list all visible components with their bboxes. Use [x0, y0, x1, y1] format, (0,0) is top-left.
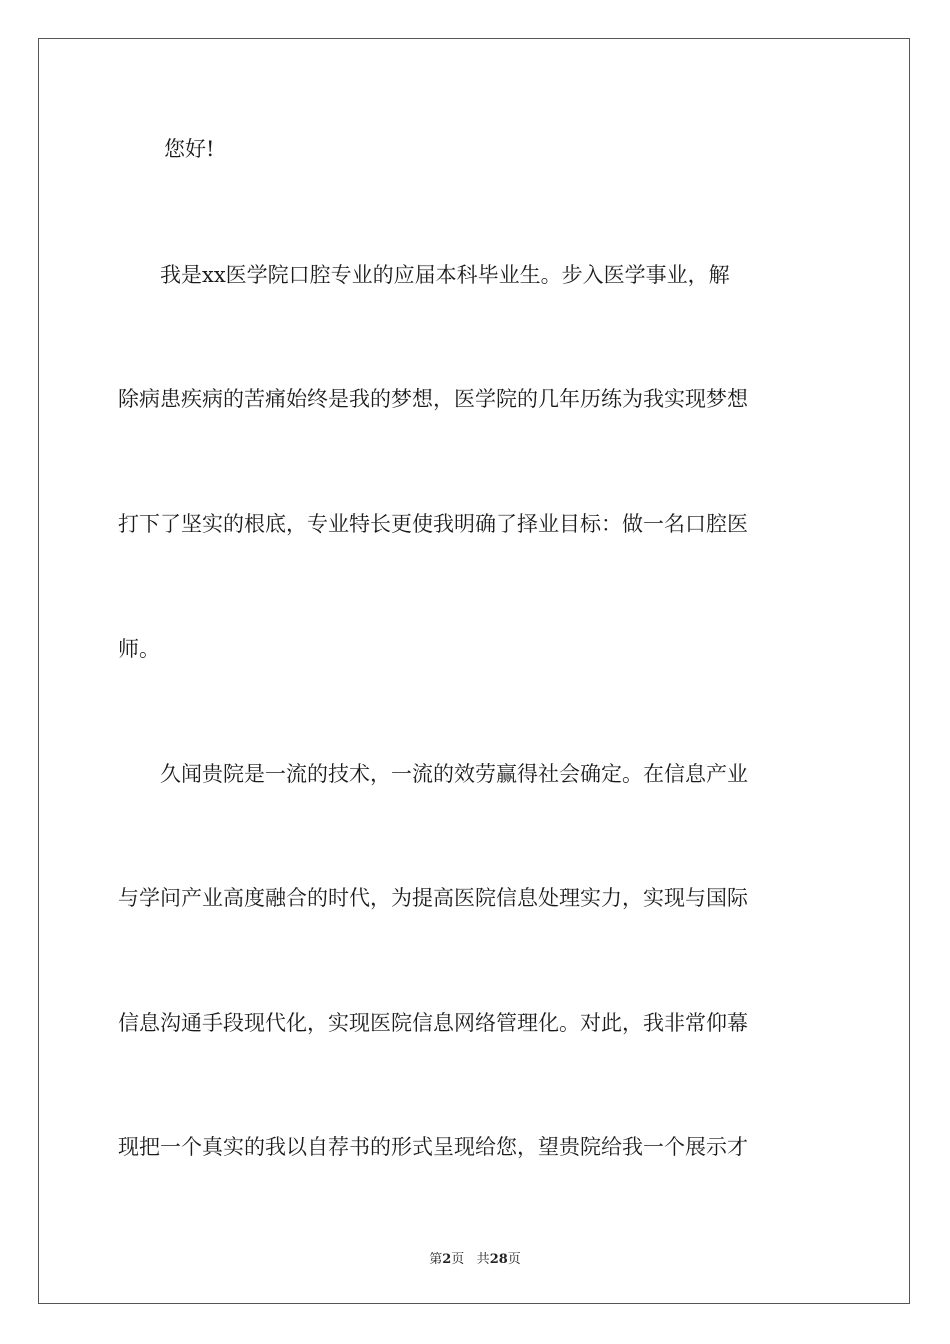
total-suffix: 页	[507, 1252, 521, 1267]
page-prefix: 第	[429, 1252, 443, 1267]
body-line-1: 我是xx医学院口腔专业的应届本科毕业生。步入医学事业，解	[118, 263, 730, 287]
page-border	[38, 38, 910, 1304]
body-line-4: 师。	[118, 637, 160, 661]
greeting-line: 您好!	[164, 137, 215, 161]
total-prefix: 共	[476, 1252, 490, 1267]
body-line-3: 打下了坚实的根底，专业特长更使我明确了择业目标：做一名口腔医	[118, 512, 748, 536]
body-line-2: 除病患疾病的苦痛始终是我的梦想，医学院的几年历练为我实现梦想	[118, 387, 748, 411]
body-line-5: 久闻贵院是一流的技术，一流的效劳赢得社会确定。在信息产业	[118, 762, 748, 786]
page-footer	[0, 1248, 950, 1267]
page-suffix: 页	[451, 1252, 465, 1267]
total-pages: 28	[489, 1252, 508, 1267]
body-line-8: 现把一个真实的我以自荐书的形式呈现给您，望贵院给我一个展示才	[118, 1135, 748, 1159]
body-line-7: 信息沟通手段现代化，实现医院信息网络管理化。对此，我非常仰幕	[118, 1011, 748, 1035]
page-number: 2	[442, 1252, 452, 1267]
body-line-6: 与学问产业高度融合的时代，为提高医院信息处理实力，实现与国际	[118, 886, 748, 910]
